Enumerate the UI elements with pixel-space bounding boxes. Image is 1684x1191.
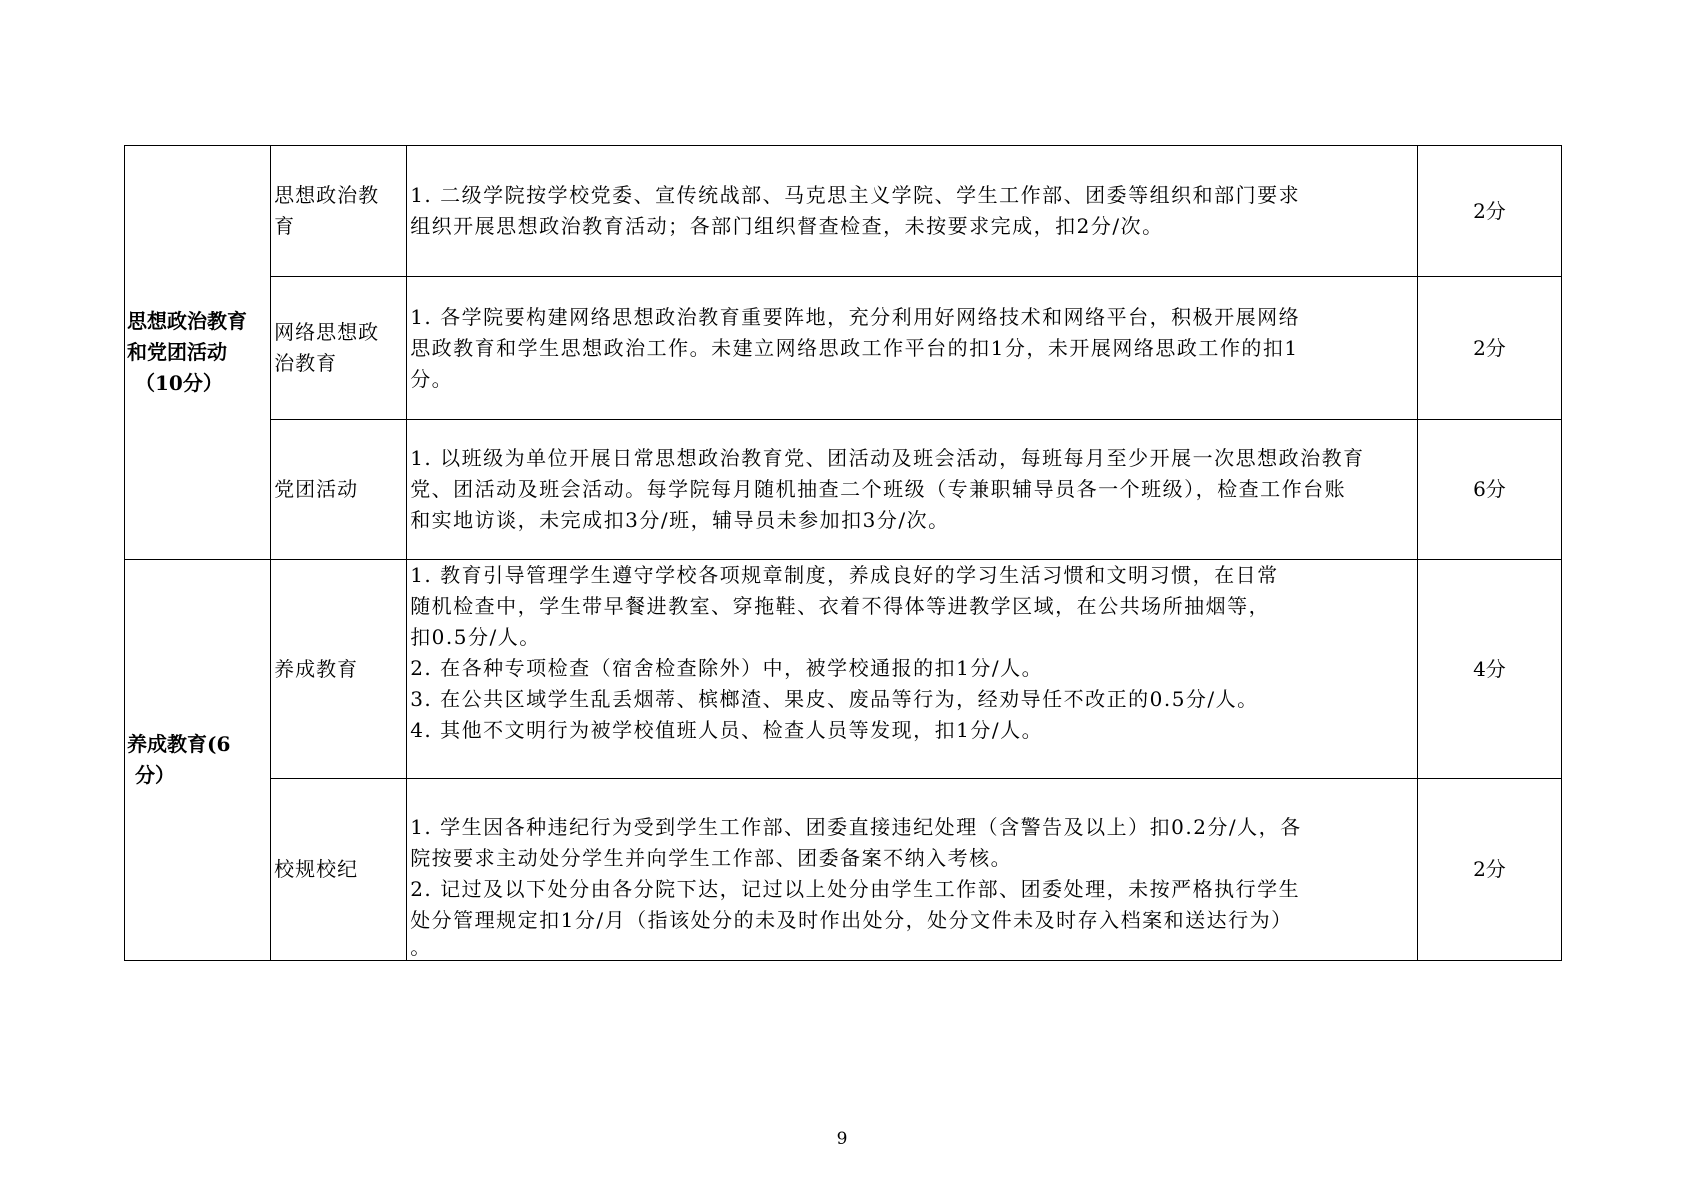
description-line: 3. 在公共区域学生乱丢烟蒂、槟榔渣、果皮、废品等行为，经劝导任不改正的0.5分/人。: [410, 687, 1259, 711]
subcategory-cell: 校规校纪: [271, 779, 407, 961]
description-line: 2. 记过及以下处分由各分院下达，记过以上处分由学生工作部、团委处理，未按严格执行学生: [410, 877, 1301, 901]
description-line: 思政教育和学生思想政治工作。未建立网络思政工作平台的扣1分，未开展网络思政工作的扣1: [410, 335, 1299, 360]
description-cell: [407, 560, 1418, 779]
score-cell: 2分: [1417, 277, 1561, 420]
description-line: 扣0.5分/人。: [410, 625, 541, 649]
table-row: [125, 420, 1562, 560]
description-cell: [407, 277, 1418, 420]
subcategory-cell: 思想政治教育: [271, 146, 407, 277]
description-line: 和实地访谈，未完成扣3分/班，辅导员未参加扣3分/次。: [410, 508, 950, 532]
category-label: 和党团活动: [127, 340, 227, 364]
description-line: 分。: [410, 366, 454, 391]
description-line: 1. 各学院要构建网络思想政治教育重要阵地，充分利用好网络技术和网络平台，积极开展网络: [410, 304, 1301, 329]
category-label: 养成教育(6: [127, 732, 231, 756]
table-row: [125, 560, 1562, 779]
subcategory-cell: 养成教育: [271, 560, 407, 779]
category-label: 思想政治教育: [127, 309, 247, 333]
description-line: 2. 在各种专项检查（宿舍检查除外）中，被学校通报的扣1分/人。: [410, 656, 1044, 680]
category-cell: [125, 560, 271, 961]
description-line: 1. 教育引导管理学生遵守学校各项规章制度，养成良好的学习生活习惯和文明习惯，在日常: [410, 563, 1279, 587]
description-line: 1. 学生因各种违纪行为受到学生工作部、团委直接违纪处理（含警告及以上）扣0.2分/人，各: [410, 815, 1302, 839]
score-cell: 6分: [1417, 420, 1561, 560]
description-line: 党、团活动及班会活动。每学院每月随机抽查二个班级（专兼职辅导员各一个班级），检查工作台账: [410, 477, 1347, 501]
score-cell: 2分: [1417, 146, 1561, 277]
page-number: 9: [836, 1129, 848, 1149]
description-cell: [407, 146, 1418, 277]
description-cell: [407, 779, 1418, 961]
score-cell: 4分: [1417, 560, 1561, 779]
category-label: 分）: [135, 763, 175, 787]
description-line: 随机检查中，学生带早餐进教室、穿拖鞋、衣着不得体等进教学区域，在公共场所抽烟等，: [410, 594, 1271, 618]
description-line: 1. 以班级为单位开展日常思想政治教育党、团活动及班会活动，每班每月至少开展一次思想政治教育: [410, 446, 1365, 470]
subcategory-cell: 网络思想政治教育: [271, 277, 407, 420]
table-row: [125, 779, 1562, 961]
description-line: 1. 二级学院按学校党委、宣传统战部、马克思主义学院、学生工作部、团委等组织和部门要求: [410, 183, 1301, 207]
table-row: [125, 277, 1562, 420]
category-cell: [125, 146, 271, 560]
subcategory-cell: 党团活动: [271, 420, 407, 560]
description-line: 4. 其他不文明行为被学校值班人员、检查人员等发现，扣1分/人。: [410, 718, 1044, 742]
score-cell: 2分: [1417, 779, 1561, 961]
description-cell: [407, 420, 1418, 560]
category-label: （10分）: [135, 371, 223, 395]
description-line: 处分管理规定扣1分/月（指该处分的未及时作出处分，处分文件未及时存入档案和送达行为）: [410, 908, 1293, 932]
description-line: 组织开展思想政治教育活动；各部门组织督查检查，未按要求完成，扣2分/次。: [410, 214, 1164, 238]
assessment-table: [124, 145, 1562, 961]
description-line: 院按要求主动处分学生并向学生工作部、团委备案不纳入考核。: [410, 846, 1013, 870]
table-row: [125, 146, 1562, 277]
description-line: 。: [410, 935, 432, 959]
